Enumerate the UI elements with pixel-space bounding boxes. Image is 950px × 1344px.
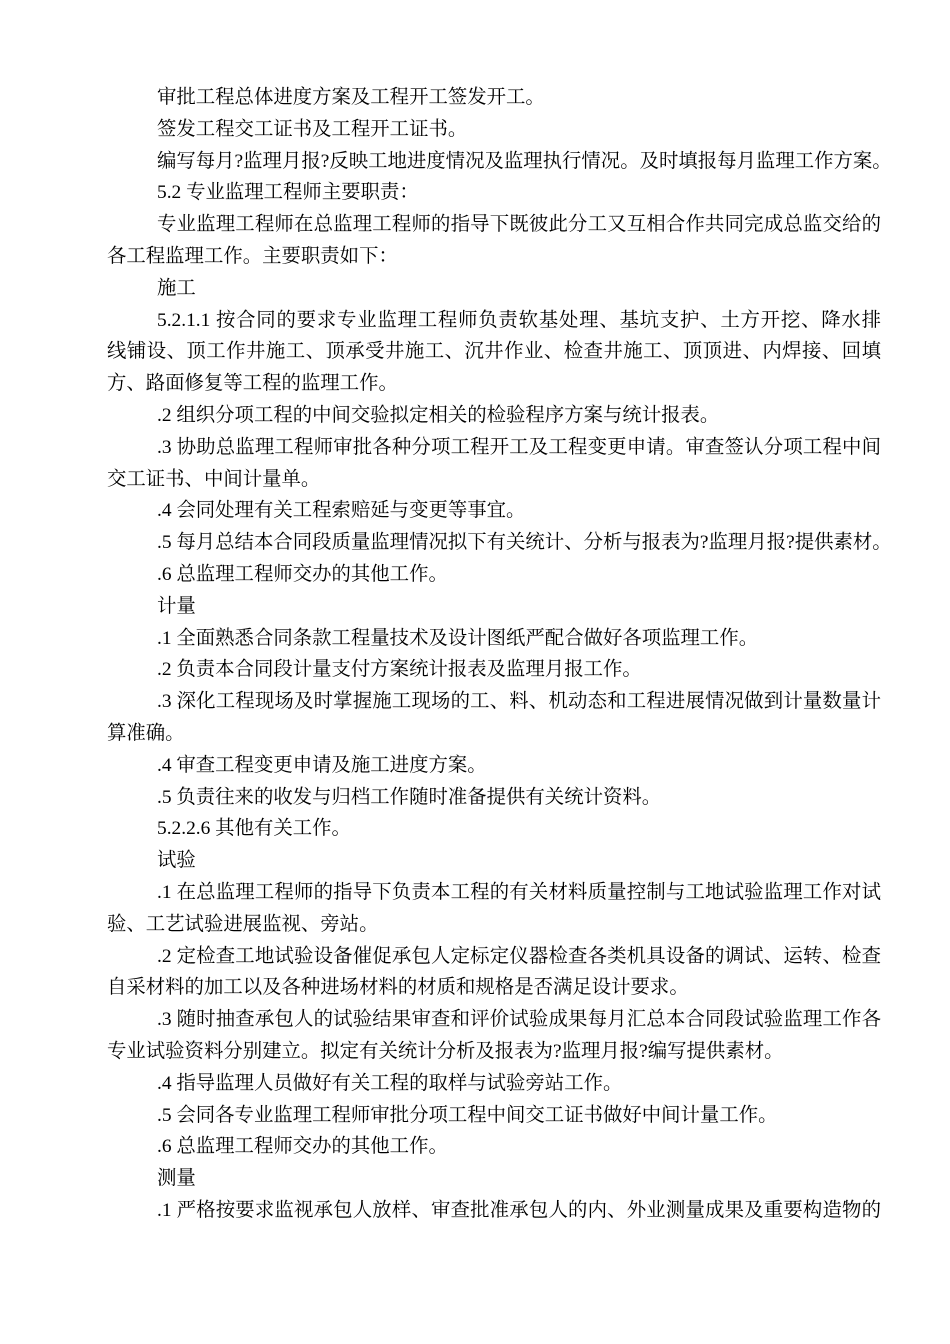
paragraph-line: .4 指导监理人员做好有关工程的取样与试验旁站工作。 xyxy=(157,1072,623,1094)
paragraph-line: .2 负责本合同段计量支付方案统计报表及监理月报工作。 xyxy=(157,659,642,681)
paragraph-line: .1 严格按要求监视承包人放样、审查批准承包人的内、外业测量成果及重要构造物的 xyxy=(157,1199,881,1221)
paragraph-line: 验、工艺试验进展监视、旁站。 xyxy=(107,913,379,935)
subsection-heading: 施工 xyxy=(157,277,196,299)
paragraph-line: 5.2.2.6 其他有关工作。 xyxy=(157,818,351,840)
paragraph-line: 方、路面修复等工程的监理工作。 xyxy=(107,373,398,395)
subsection-heading: 测量 xyxy=(157,1168,196,1190)
paragraph-line: 签发工程交工证书及工程开工证书。 xyxy=(157,118,468,140)
document-page xyxy=(107,82,892,1227)
paragraph-line: 专业监理工程师在总监理工程师的指导下既彼此分工又互相合作共同完成总监交给的 xyxy=(157,214,881,236)
paragraph-line: 各工程监理工作。主要职责如下： xyxy=(107,245,398,267)
paragraph-line: .3 深化工程现场及时掌握施工现场的工、料、机动态和工程进展情况做到计量数量计 xyxy=(157,691,881,713)
paragraph-line: .3 随时抽查承包人的试验结果审查和评价试验成果每月汇总本合同段试验监理工作各 xyxy=(157,1009,881,1031)
paragraph-line: 5.2.1.1 按合同的要求专业监理工程师负责软基处理、基坑支护、土方开挖、降水排 xyxy=(157,309,881,331)
subsection-heading: 计量 xyxy=(157,595,196,617)
paragraph-line: .6 总监理工程师交办的其他工作。 xyxy=(157,563,448,585)
paragraph-line: 审批工程总体进度方案及工程开工签发开工。 xyxy=(157,87,545,108)
paragraph-line: .2 组织分项工程的中间交验拟定相关的检验程序方案与统计报表。 xyxy=(157,404,720,426)
paragraph-line: 自采材料的加工以及各种进场材料的材质和规格是否满足设计要求。 xyxy=(107,977,689,999)
paragraph-line: .1 在总监理工程师的指导下负责本工程的有关材料质量控制与工地试验监理工作对试 xyxy=(157,881,881,903)
paragraph-line: .5 负责往来的收发与归档工作随时准备提供有关统计资料。 xyxy=(157,786,662,808)
section-heading: 5.2 专业监理工程师主要职责： xyxy=(157,182,419,204)
paragraph-line: 线铺设、顶工作井施工、顶承受井施工、沉井作业、检查井施工、顶顶进、内焊接、回填 xyxy=(107,341,881,363)
paragraph-line: .4 审查工程变更申请及施工进度方案。 xyxy=(157,754,487,776)
paragraph-line: .1 全面熟悉合同条款工程量技术及设计图纸严配合做好各项监理工作。 xyxy=(157,627,759,649)
paragraph-line: 编写每月?监理月报?反映工地进度情况及监理执行情况。及时填报每月监理工作方案。 xyxy=(157,150,892,172)
paragraph-line: .4 会同处理有关工程索赔延与变更等事宜。 xyxy=(157,500,526,522)
paragraph-line: .5 每月总结本合同段质量监理情况拟下有关统计、分析与报表为?监理月报?提供素材。 xyxy=(157,532,892,554)
paragraph-line: .3 协助总监理工程师审批各种分项工程开工及工程变更申请。审查签认分项工程中间 xyxy=(157,436,881,458)
paragraph-line: 专业试验资料分别建立。拟定有关统计分析及报表为?监理月报?编写提供素材。 xyxy=(107,1040,784,1062)
paragraph-line: 算准确。 xyxy=(107,722,185,744)
paragraph-line: .6 总监理工程师交办的其他工作。 xyxy=(157,1136,448,1158)
paragraph-line: 交工证书、中间计量单。 xyxy=(107,468,321,490)
paragraph-line: .2 定检查工地试验设备催促承包人定标定仪器检查各类机具设备的调试、运转、检查 xyxy=(157,945,881,967)
subsection-heading: 试验 xyxy=(157,850,196,872)
paragraph-line: .5 会同各专业监理工程师审批分项工程中间交工证书做好中间计量工作。 xyxy=(157,1104,778,1126)
